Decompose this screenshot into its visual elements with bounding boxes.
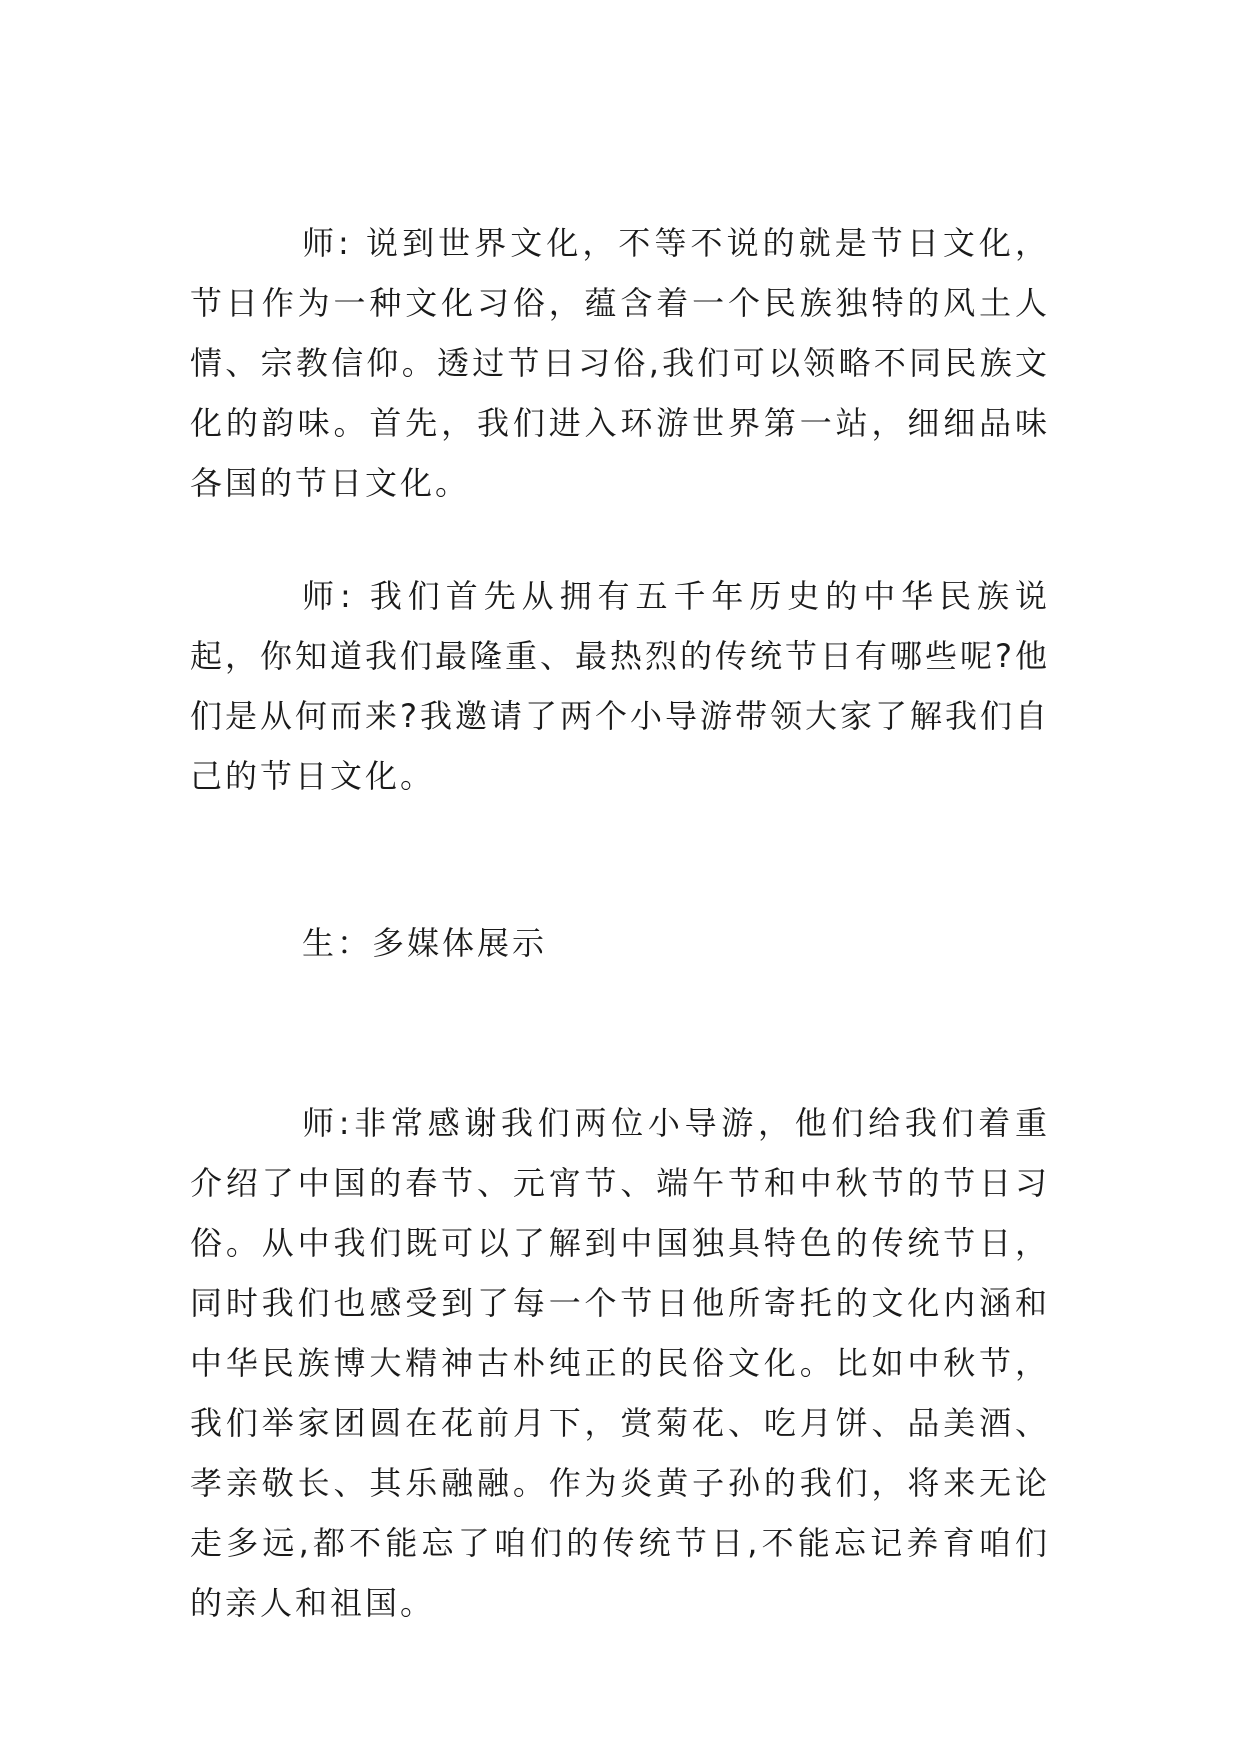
paragraph-teacher-question: 师: 我们首先从拥有五千年历史的中华民族说起，你知道我们最隆重、最热烈的传统节日有哪些呢?他们是从何而来?我邀请了两个小导游带领大家了解我们自己的节日文化。	[190, 577, 1050, 795]
paragraph-teacher-summary: 师:非常感谢我们两位小导游，他们给我们着重介绍了中国的春节、元宵节、端午节和中秋节的节日习俗。从中我们既可以了解到中国独具特色的传统节日，同时我们也感受到了每一个节日他所寄托的文化内涵和中华民族博大精神古朴纯正的民俗文化。比如中秋节，我们举家团圆在花前月下，赏菊花、吃月饼、品美酒、孝亲敬长、其乐融融。作为炎黄子孙的我们，将来无论走多远,都不能忘了咱们的传统节日,不能忘记养育咱们的亲人和祖国。	[190, 1104, 1050, 1622]
paragraph-student-multimedia: 生：多媒体展示	[302, 924, 548, 962]
paragraph-teacher-intro: 师: 说到世界文化，不等不说的就是节日文化，节日作为一种文化习俗，蕴含着一个民族独特的风土人情、宗教信仰。透过节日习俗,我们可以领略不同民族文化的韵味。首先，我们进入环游世界第一站，细细品味各国的节日文化。	[190, 224, 1050, 502]
